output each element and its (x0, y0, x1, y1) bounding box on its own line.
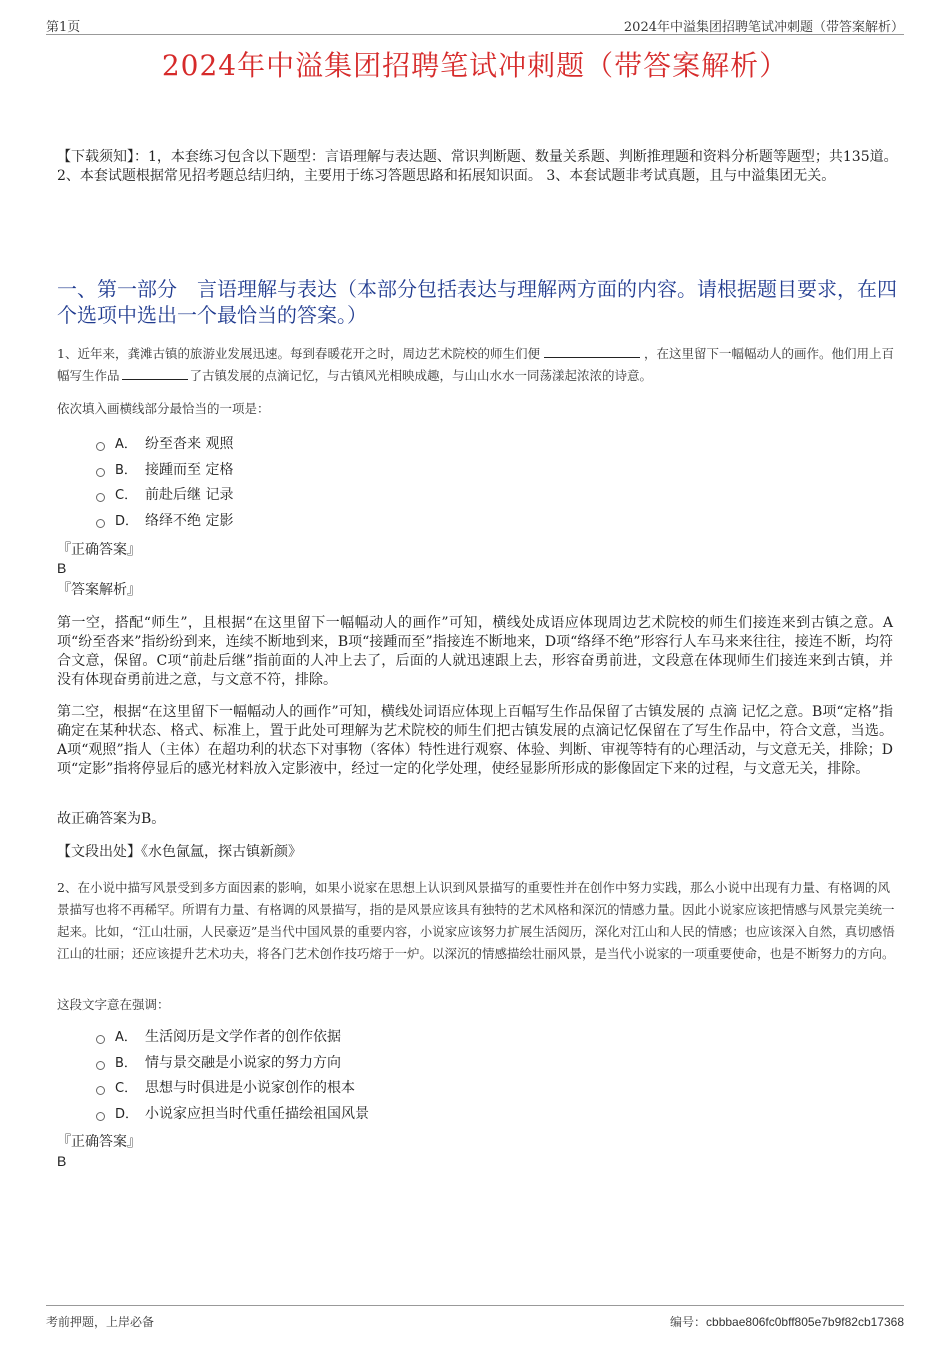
footer-slogan: 考前押题，上岸必备 (46, 1315, 155, 1329)
question-1-prompt: 依次填入画横线部分最恰当的一项是： (57, 401, 270, 416)
answer-label: 『正确答案』 (57, 542, 141, 558)
page-header (46, 14, 904, 35)
radio-icon[interactable] (96, 1086, 105, 1095)
answer-value: B (57, 560, 67, 576)
radio-icon[interactable] (96, 1035, 105, 1044)
option-a[interactable]: A． 纷至沓来 观照 (96, 432, 233, 458)
radio-icon[interactable] (96, 442, 105, 451)
option-c[interactable]: C． 思想与时俱进是小说家创作的根本 (96, 1076, 369, 1102)
analysis-paragraph-1: 第一空，搭配“师生”，且根据“在这里留下一幅幅动人的画作”可知，横线处成语应体现周边艺术院校的师生们接连来到古镇之意。A项“纷至沓来”指纷纷到来，连续不断地到来，B项“接踵而至”指接连不断地来，D项“络绎不绝”形容行人车马来来往往，接连不断，均符合文意，保留。C项“前赴后继”指前面的人冲上去了，后面的人就迅速跟上去，形容奋勇前进，文段意在体现师生们接连来到古镇，并没有体现奋勇前进之意，与文意不符，排除。 (57, 615, 893, 688)
download-notice: 【下载须知】：1，本套练习包含以下题型：言语理解与表达题、常识判断题、数量关系题、判断推理题和资料分析题等题型；共135道。 2、本套试题根据常见招考题总结归纳，主要用于练习答题思路和拓展知识面。 3、本套试题非考试真题，且与中溢集团无关。 (57, 149, 898, 184)
option-d[interactable]: D． 络绎不绝 定影 (96, 509, 233, 535)
question-2-text: 2、在小说中描写风景受到多方面因素的影响，如果小说家在思想上认识到风景描写的重要性并在创作中努力实践，那么小说中出现有力量、有格调的风景描写也将不再稀罕。所谓有力量、有格调的风景描写，指的是风景应该具有独特的艺术风格和深沉的情感力量。因此小说家应该把情感与风景完美统一起来。比如，“江山壮丽，人民豪迈”是当代中国风景的重要内容，小说家应该努力扩展生活阅历，深化对江山和人民的情感；也应该深入自然，真切感悟江山的壮丽；还应该提升艺术功夫，将各门艺术创作技巧熔于一炉。以深沉的情感描绘壮丽风景，是当代小说家的一项重要使命，也是不断努力的方向。 (57, 880, 895, 961)
fill-blank (122, 367, 188, 380)
page-footer (46, 1305, 904, 1336)
analysis-label: 『答案解析』 (57, 582, 141, 598)
radio-icon[interactable] (96, 468, 105, 477)
section-heading: 一、第一部分 言语理解与表达（本部分包括表达与理解两方面的内容。请根据题目要求，在四个选项中选出一个最恰当的答案。） (57, 277, 897, 327)
footer-doc-id: 编号：cbbbae806fc0bff805e7b9f82cb17368 (670, 1315, 904, 1329)
radio-icon[interactable] (96, 493, 105, 502)
page-title: 2024年中溢集团招聘笔试冲刺题（带答案解析） (161, 49, 789, 82)
question-1-text: 1、近年来，龚滩古镇的旅游业发展迅速。每到春暖花开之时，周边艺术院校的师生们便 ，在这里留下一幅幅动人的画作。他们用上百幅写生作品 了古镇发展的点滴记忆，与古镇风光相映成趣，与山山水水一同荡漾起浓浓的诗意。 (57, 346, 894, 383)
analysis-conclusion: 故正确答案为B。 (57, 811, 166, 827)
question-2-prompt: 这段文字意在强调： (57, 997, 170, 1012)
analysis-paragraph-2: 第二空，根据“在这里留下一幅幅动人的画作”可知，横线处词语应体现上百幅写生作品保留了古镇发展的 点滴 记忆之意。B项“定格”指确定在某种状态、格式、标准上，置于此处可理解为艺术院校的师生们把古镇发展的点滴记忆保留在了写生作品中，符合文意，当选。A项“观照”指人（主体）在超功利的状态下对事物（客体）特性进行观察、体验、判断、审视等特有的心理活动，与文意无关，排除；D项“定影”指将停显后的感光材料放入定影液中，经过一定的化学处理，使经显影所形成的影像固定下来的过程，与文意无关，排除。 (57, 704, 893, 777)
option-b[interactable]: B． 情与景交融是小说家的努力方向 (96, 1051, 369, 1077)
page-number: 第1页 (46, 20, 81, 35)
answer-value: B (57, 1153, 67, 1169)
option-a[interactable]: A． 生活阅历是文学作者的创作依据 (96, 1025, 369, 1051)
question-1-options (96, 432, 233, 534)
option-b[interactable]: B． 接踵而至 定格 (96, 458, 233, 484)
fill-blank (544, 345, 640, 358)
answer-label: 『正确答案』 (57, 1134, 141, 1150)
header-doc-title: 2024年中溢集团招聘笔试冲刺题（带答案解析） (623, 20, 904, 35)
option-d[interactable]: D． 小说家应担当时代重任描绘祖国风景 (96, 1102, 369, 1128)
text-source: 【文段出处】《水色氤氲，探古镇新颜》 (57, 844, 302, 860)
radio-icon[interactable] (96, 1061, 105, 1070)
question-2-options (96, 1025, 369, 1127)
radio-icon[interactable] (96, 1112, 105, 1121)
option-c[interactable]: C． 前赴后继 记录 (96, 483, 233, 509)
radio-icon[interactable] (96, 519, 105, 528)
